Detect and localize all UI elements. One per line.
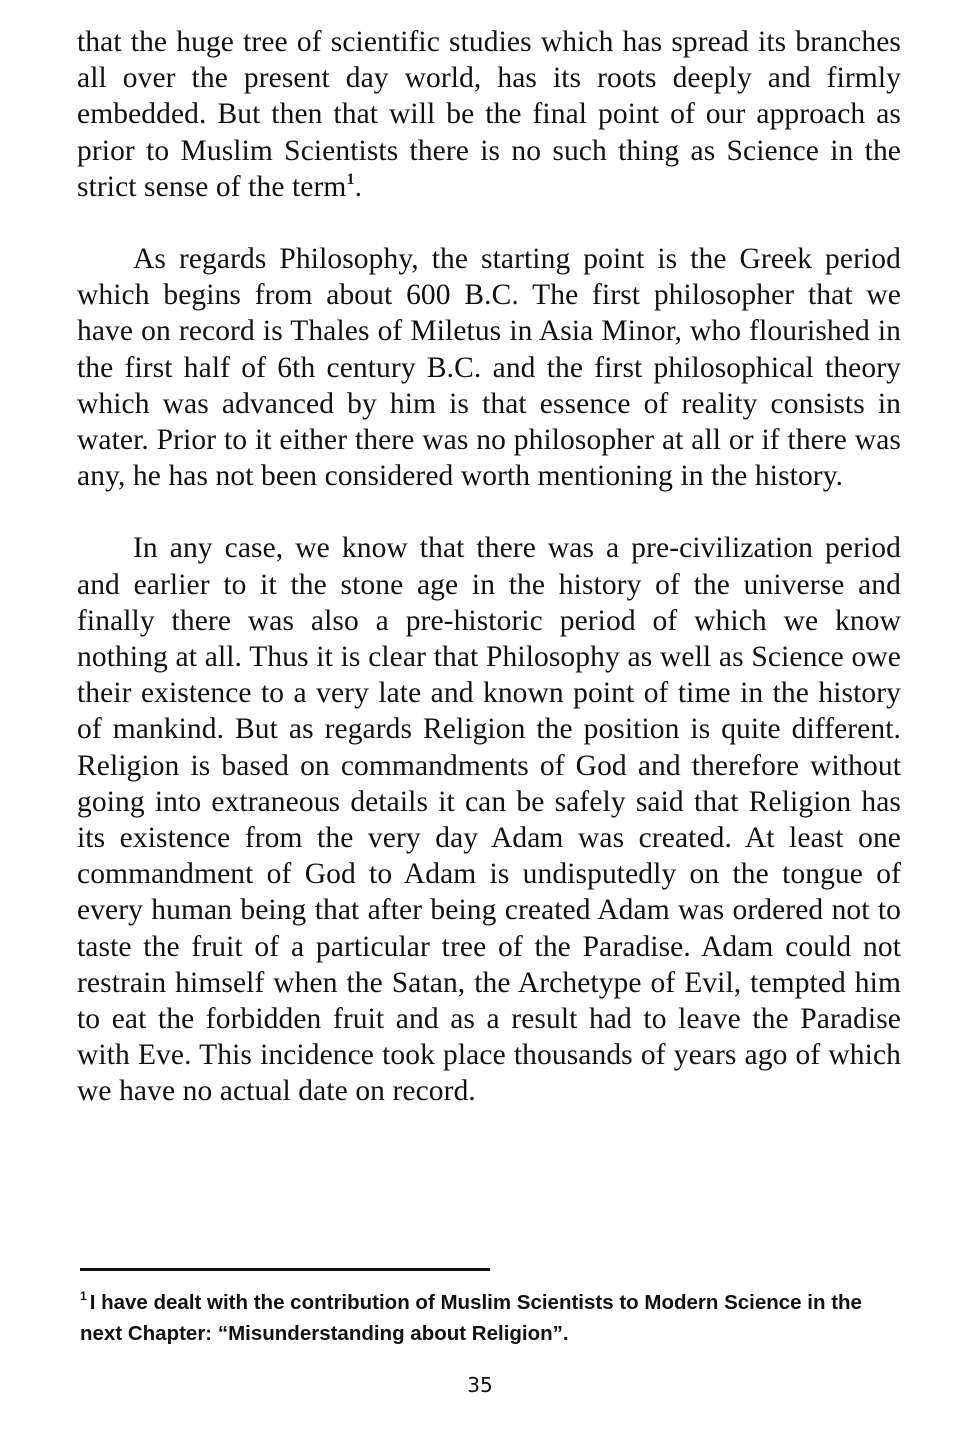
paragraph-2: As regards Philosophy, the starting point is the Greek period which begins from about 600 B.C. The first philosopher that we have on record is Thales of Miletus in Asia Minor, who flourished in the first half of 6th century B.C. and the first philosophical theory which was advanced by him is that essence of reality consists in water. Prior to it either there was no philosopher at all or if there was any, he has not been considered worth mentioning in the history. <box>77 243 901 493</box>
footnote-mark: 1 <box>80 1289 87 1303</box>
paragraph-1: that the huge tree of scientific studies which has spread its branches all over the present day world, has its roots deeply and firmly embedded. But then that will be the final point of our approach as prior to Muslim Scientists there is no such thing as Science in the strict sense of the term$^1$. <box>77 26 901 203</box>
footnote-text: I have dealt with the contribution of Muslim Scientists to Modern Science in the next Chapter: “Misunderstanding about Religion”. <box>80 1291 862 1345</box>
footnote-reference[interactable]: 1 <box>346 170 355 188</box>
footnote <box>80 1287 880 1349</box>
body-text <box>77 24 901 1110</box>
page-number: 35 <box>467 1373 493 1397</box>
footnote-divider <box>80 1268 490 1271</box>
paragraph-3: In any case, we know that there was a pre-civilization period and earlier to it the stone age in the history of the universe and finally there was also a pre-historic period of which we know nothing at all. Thus it is clear that Philosophy as well as Science owe their existence to a very late and known point of time in the history of mankind. But as regards Religion the position is quite different. Religion is based on commandments of God and therefore without going into extraneous details it can be safely said that Religion has its existence from the very day Adam was created. At least one commandment of God to Adam is undisputedly on the tongue of every human being that after being created Adam was ordered not to taste the fruit of a particular tree of the Paradise. Adam could not restrain himself when the Satan, the Archetype of Evil, tempted him to eat the forbidden fruit and as a result had to leave the Paradise with Eve. This incidence took place thousands of years ago of which we have no actual date on record. <box>77 532 901 1108</box>
